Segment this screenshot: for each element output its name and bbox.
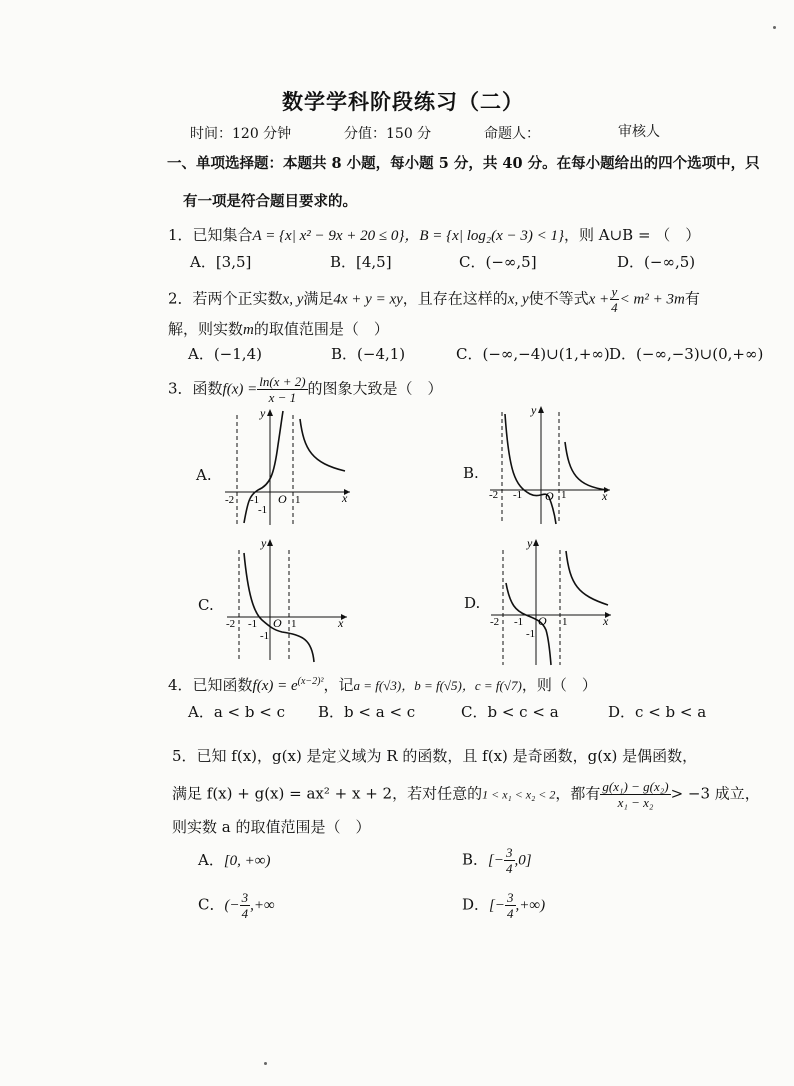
q3-option-b[interactable]: B. [463,464,479,482]
q4-stem-text-b: ，记 [323,676,354,694]
q5-option-d-post: ,+∞) [515,897,546,914]
q2-vars: x, y [282,291,304,308]
q2-option-b[interactable]: B．(−4,1) [331,345,406,363]
q2-line2-end: 的取值范围是（ ） [253,320,389,338]
q5-option-a-value: [0, +∞) [223,853,271,869]
q2-var-m: m [243,322,254,338]
graph-b-tick-m2: -2 [489,489,499,501]
q2-option-a[interactable]: A．(−1,4) [188,345,262,363]
graph-a-curve-right [300,419,345,471]
q2-stem-text-c: ，且存在这样的 [402,289,508,308]
q3-stem [168,374,443,405]
q4-stem-text: 4．已知函数 [168,676,253,694]
graph-b-y-label: y [531,403,537,417]
q3-option-c[interactable]: C. [198,596,214,614]
graph-c[interactable] [222,535,352,665]
section-heading: 一、单项选择题：本题共 8 小题，每小题 5 分，共 40 分。在每小题给出的四个选项中，只 [167,155,760,172]
q2-ineq-pre: x + [588,291,610,308]
q2-vars-2: x, y [507,291,529,308]
graph-c-y-arrow [267,539,273,546]
q5-option-c-den: 4 [241,906,249,921]
scan-speck [264,1062,267,1065]
q5-option-b-pre: [− [488,852,504,869]
q4-option-a[interactable]: A．a < b < c [188,703,285,721]
q5-option-d-label: D． [462,895,490,914]
q2-stem-text-e: 有 [684,289,700,308]
graph-a-tick-m1: -1 [250,494,260,506]
q5-fraction [600,779,670,810]
q5-stem-line3: 则实数 a 的取值范围是（ ） [172,818,371,836]
graph-b-x-label: x [602,489,608,503]
q3-frac-den: x − 1 [268,390,297,405]
graph-c-x-label: x [338,616,344,630]
graph-b-tick-m1: -1 [513,489,523,501]
graph-d-tick-m2: -2 [490,616,500,628]
q3-stem-end: 的图象大致是（ ） [307,379,443,398]
graph-b-tick-p1: 1 [561,489,567,501]
q2-ineq-post: < m² + 3m [619,291,685,308]
graph-d-curve-right [566,551,608,605]
q5-option-c-post: ,+∞ [250,897,275,914]
exam-reviewer: 审核人 [618,124,660,140]
graph-a-tick-m2: -2 [225,494,235,506]
q5-frac-num: g(x₁) − g(x₂) [602,779,669,794]
q2-stem-text: 2．若两个正实数 [168,289,283,308]
graph-b-curve-left [505,414,556,524]
q4-option-b[interactable]: B．b < a < c [318,703,416,721]
q5-stem-line2 [172,779,760,810]
q5-stem-line1: 5．已知 f(x)，g(x) 是定义域为 R 的函数，且 f(x) 是奇函数，g(x) 是偶函数， [172,747,698,765]
graph-b-origin: O [545,489,554,503]
q2-stem-text-d: 使不等式 [528,289,589,308]
q4-defs: a = f(√3)，b = f(√5)，c = f(√7) [353,678,522,693]
q5-option-b[interactable] [462,845,532,876]
q5-option-b-label: B． [462,850,489,869]
graph-d-y-arrow [533,539,539,546]
exam-author: 命题人： [484,126,540,142]
q1-stem-end: ，则 A∪B = （ ） [563,226,701,244]
exam-time: 时间：120 分钟 [190,126,292,142]
graph-d-x-label: x [603,614,609,628]
q2-fraction [609,284,620,315]
graph-c-curve [244,553,314,662]
q1-stem-text: 1．已知集合 [168,226,253,244]
section-heading-cont: 有一项是符合题目要求的。 [183,193,357,210]
q5-option-d-num: 3 [507,890,514,905]
q1-option-c[interactable]: C．(−∞,5] [459,253,537,271]
graph-c-y-label: y [261,536,267,550]
q2-stem-line2 [168,318,389,339]
q2-stem-text-b: 满足 [303,289,334,308]
q5-option-d-den: 4 [507,906,514,921]
q5-option-c-label: C． [198,895,225,914]
q2-condition: 4x + y = xy [333,291,403,308]
q1-option-a[interactable]: A．[3,5] [190,253,252,271]
q2-frac-num: y [611,284,618,299]
graph-d-tick-p1: 1 [562,616,568,628]
q2-option-c[interactable]: C．(−∞,−4)∪(1,+∞) [456,345,610,363]
graph-c-tick-ym1: -1 [260,630,270,642]
q2-option-d[interactable]: D．(−∞,−3)∪(0,+∞) [609,345,764,363]
page-title: 数学学科阶段练习（二） [282,89,524,114]
q5-option-a-label: A． [198,851,224,869]
q5-option-b-num: 3 [506,845,513,860]
q3-fx: f(x) = [222,381,258,398]
graph-c-origin: O [273,616,282,630]
graph-b-y-arrow [538,406,544,413]
graph-d-tick-m1: -1 [514,616,524,628]
graph-a-y-label: y [260,406,266,420]
graph-a[interactable] [220,405,355,530]
graph-d-y-label: y [527,536,533,550]
q1-stem [168,224,700,245]
q5-option-b-frac [504,845,515,876]
exam-score: 分值：150 分 [344,126,432,142]
graph-c-tick-p1: 1 [291,618,297,630]
graph-d-origin: O [538,614,547,628]
q5-option-c-frac [240,890,251,921]
q5-option-c-pre: (− [224,897,240,914]
q5-line2-end: > −3 成立， [670,784,760,803]
q5-option-c-num: 3 [241,890,249,905]
graph-c-tick-m2: -2 [226,618,236,630]
q3-stem-text: 3．函数 [168,379,223,398]
q4-option-c[interactable]: C．b < c < a [461,703,559,721]
q1-set-b: ，B = {x| log₂(x − 3) < 1} [404,228,564,244]
q5-frac-den: x₁ − x₂ [617,795,654,810]
q4-option-d[interactable]: D．c < b < a [608,703,707,721]
graph-a-x-label: x [342,491,348,505]
q5-option-d[interactable] [462,890,545,921]
q2-frac-den: 4 [611,300,618,315]
q1-option-b[interactable]: B．[4,5] [330,253,392,271]
q4-stem-end: ，则（ ） [521,676,597,694]
q5-line2-text-b: ，都有 [555,784,601,803]
q5-option-b-post: ,0] [514,852,532,869]
scan-speck [773,26,776,29]
q2-stem [168,284,700,315]
q3-option-a[interactable]: A. [196,466,212,484]
q3-option-d[interactable]: D. [464,594,481,612]
q5-option-c[interactable] [198,890,275,921]
graph-d-tick-ym1: -1 [526,628,536,640]
q2-line2-text: 解，则实数 [168,320,244,338]
q5-option-d-frac [505,890,516,921]
q4-stem [168,674,597,695]
q5-option-a[interactable] [198,849,271,870]
graph-a-origin: O [278,492,287,506]
q1-option-d[interactable]: D．(−∞,5) [617,253,696,271]
q5-option-d-pre: [− [489,897,505,914]
graph-c-tick-m1: -1 [248,618,258,630]
graph-a-tick-p1: 1 [295,494,301,506]
q1-set-a: A = {x| x² − 9x + 20 ≤ 0} [252,228,405,244]
q5-condition: 1 < x₁ < x₂ < 2 [482,787,556,802]
graph-b-curve-right [565,442,607,490]
graph-d[interactable] [486,535,616,670]
q5-option-b-den: 4 [506,861,513,876]
q3-fraction [257,374,307,405]
q4-func: f(x) = e [252,678,298,694]
q3-frac-num: ln(x + 2) [259,374,306,389]
q5-line2-text: 满足 f(x) + g(x) = ax² + x + 2，若对任意的 [172,784,483,803]
graph-a-tick-ym1: -1 [258,504,268,516]
graph-b[interactable] [485,402,615,527]
graph-a-y-arrow [267,409,273,416]
q4-exponent: (x−2)² [297,676,324,687]
